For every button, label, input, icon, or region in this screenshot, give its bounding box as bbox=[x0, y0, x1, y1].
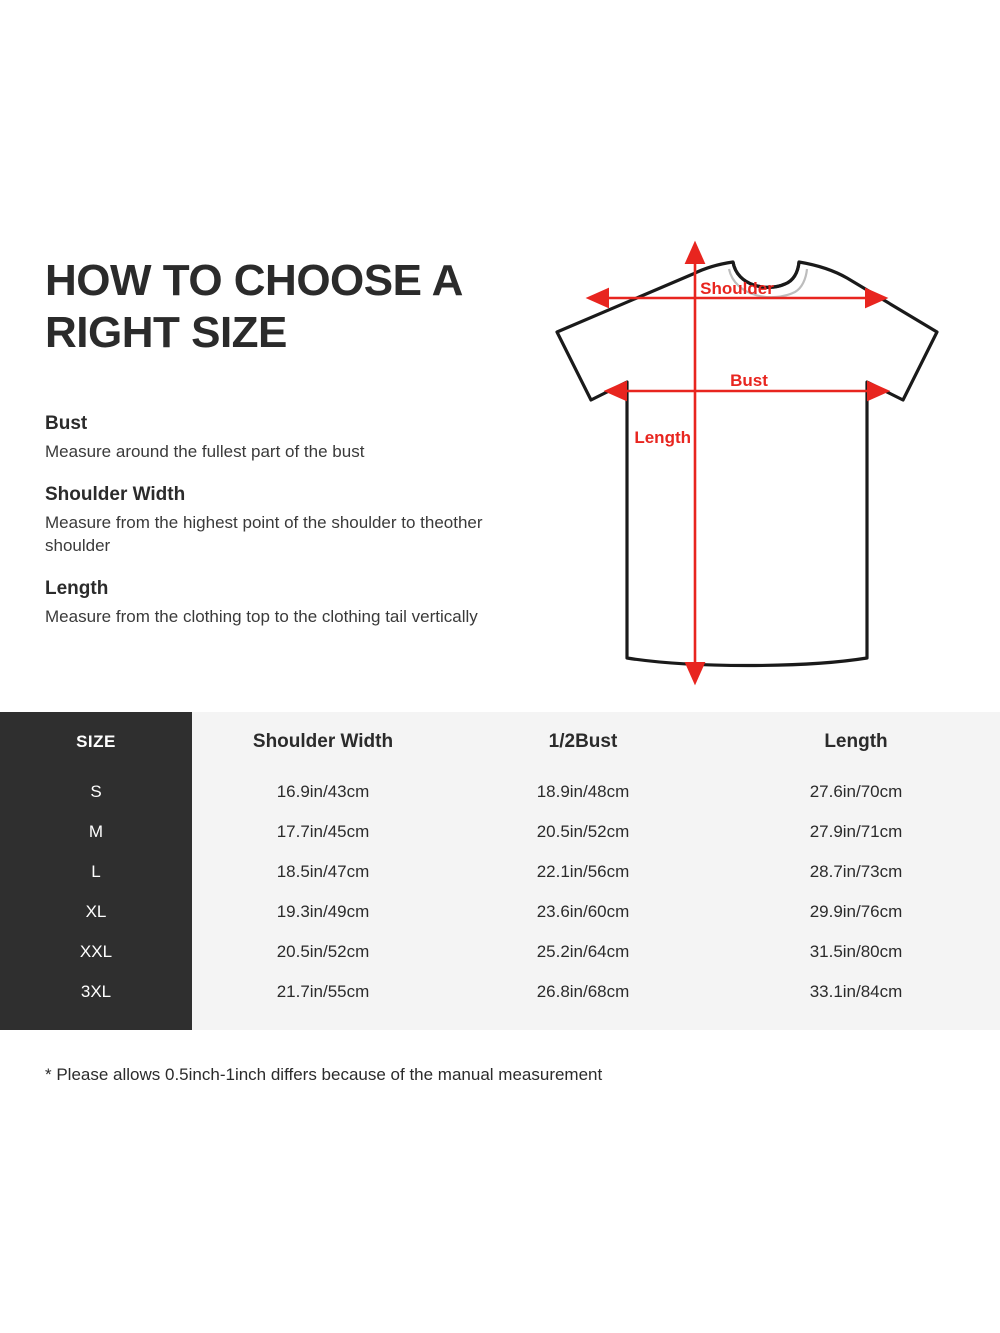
cell-half-bust: 20.5in/52cm bbox=[536, 822, 630, 841]
definition-title: Shoulder Width bbox=[45, 483, 186, 505]
cell-half-bust: 22.1in/56cm bbox=[536, 862, 630, 881]
tshirt-outline bbox=[557, 262, 937, 666]
table-row bbox=[0, 772, 1000, 812]
table-row bbox=[0, 892, 1000, 932]
cell-length: 27.6in/70cm bbox=[809, 782, 903, 801]
table-row bbox=[0, 852, 1000, 892]
cell-size: XL bbox=[85, 902, 107, 921]
cell-size: M bbox=[88, 822, 104, 841]
column-header-length: Length bbox=[824, 731, 888, 752]
size-table bbox=[0, 712, 1000, 1012]
bust-label: Bust bbox=[730, 371, 768, 390]
table-row bbox=[0, 972, 1000, 1012]
cell-size: XXL bbox=[79, 942, 113, 961]
footnote: * Please allows 0.5inch-1inch differs because of the manual measurement bbox=[45, 1065, 603, 1084]
cell-shoulder-width: 16.9in/43cm bbox=[276, 782, 370, 801]
cell-shoulder-width: 19.3in/49cm bbox=[276, 902, 370, 921]
definition-text: Measure around the fullest part of the bust bbox=[45, 442, 365, 461]
cell-length: 28.7in/73cm bbox=[809, 862, 903, 881]
cell-size: 3XL bbox=[80, 982, 112, 1001]
definition-text: Measure from the highest point of the shoulder to theother shoulder bbox=[45, 512, 483, 555]
shoulder-label: Shoulder bbox=[700, 279, 774, 298]
cell-half-bust: 18.9in/48cm bbox=[536, 782, 630, 801]
definition-length bbox=[45, 578, 515, 629]
cell-length: 31.5in/80cm bbox=[809, 942, 903, 961]
tshirt-diagram bbox=[505, 240, 975, 690]
table-row bbox=[0, 932, 1000, 972]
table-row bbox=[0, 812, 1000, 852]
column-header-half-bust: 1/2Bust bbox=[548, 731, 618, 752]
definition-text: Measure from the clothing top to the clothing tail vertically bbox=[45, 606, 478, 626]
table-header-row bbox=[0, 712, 1000, 772]
cell-length: 29.9in/76cm bbox=[809, 902, 903, 921]
cell-shoulder-width: 21.7in/55cm bbox=[276, 982, 370, 1001]
size-table-section bbox=[0, 712, 1000, 1030]
length-label: Length bbox=[634, 428, 691, 447]
definition-title: Length bbox=[45, 577, 109, 599]
definition-shoulder-width bbox=[45, 484, 515, 558]
cell-length: 27.9in/71cm bbox=[809, 822, 903, 841]
cell-half-bust: 23.6in/60cm bbox=[536, 902, 630, 921]
page-title: HOW TO CHOOSE A RIGHT SIZE bbox=[45, 256, 462, 357]
definition-title: Bust bbox=[45, 413, 88, 434]
cell-shoulder-width: 17.7in/45cm bbox=[276, 822, 370, 841]
column-header-shoulder-width: Shoulder Width bbox=[252, 731, 394, 752]
column-header-size: SIZE bbox=[76, 732, 116, 751]
cell-half-bust: 25.2in/64cm bbox=[536, 942, 630, 961]
cell-size: L bbox=[91, 862, 101, 881]
cell-shoulder-width: 20.5in/52cm bbox=[276, 942, 370, 961]
cell-size: S bbox=[90, 782, 102, 801]
cell-shoulder-width: 18.5in/47cm bbox=[276, 862, 370, 881]
measurement-definitions bbox=[45, 413, 515, 649]
cell-half-bust: 26.8in/68cm bbox=[536, 982, 630, 1001]
cell-length: 33.1in/84cm bbox=[809, 982, 903, 1001]
definition-bust bbox=[45, 413, 515, 464]
